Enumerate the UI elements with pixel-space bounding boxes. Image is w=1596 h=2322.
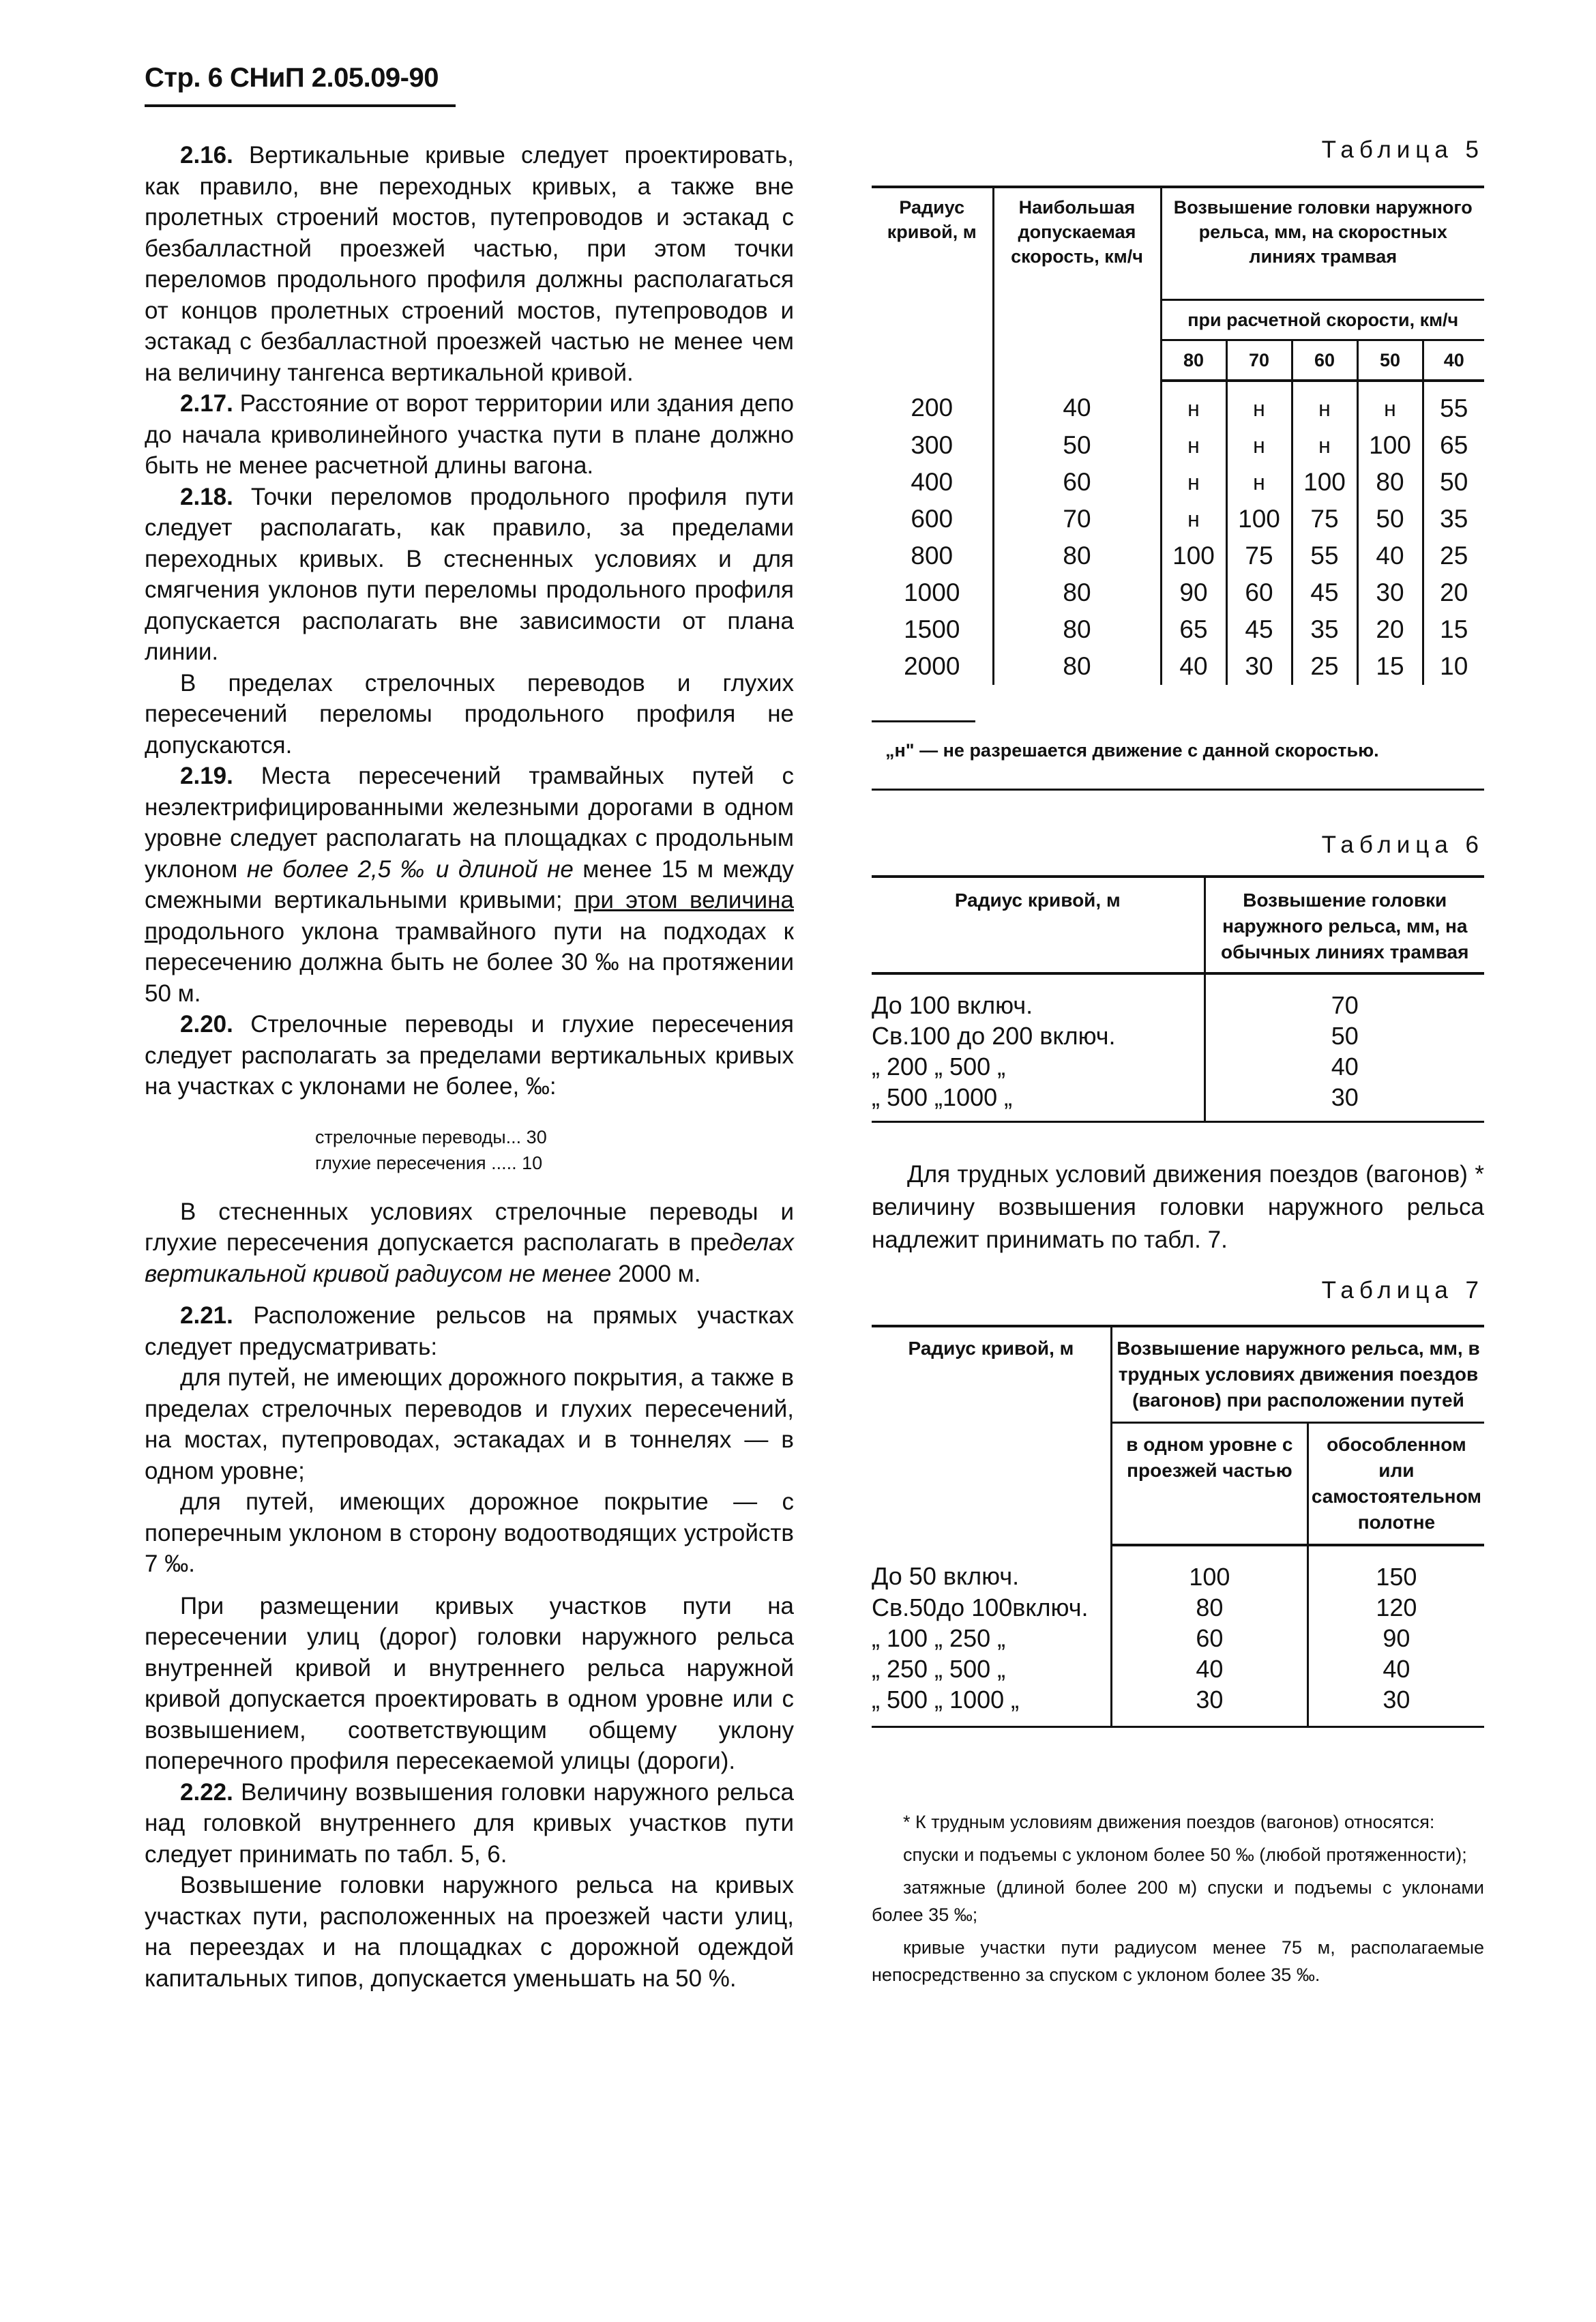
table-cell: 30 <box>1383 1686 1410 1714</box>
clause-number: 2.16. <box>180 142 233 168</box>
table-cell: До 100 включ. <box>872 973 1205 1020</box>
table-cell: н <box>1357 381 1423 427</box>
table5-header-calc-speed: при расчетной скорости, км/ч <box>1161 300 1484 340</box>
slope-values <box>315 1124 794 1176</box>
table-cell: 75 <box>1226 538 1292 574</box>
slope-switches: стрелочные переводы... 30 <box>315 1126 547 1147</box>
table-cell: 50 <box>1357 501 1423 538</box>
table-row <box>872 538 1484 574</box>
table-cell: 40 <box>1357 538 1423 574</box>
table-cell: 15 <box>1440 615 1468 643</box>
table-cell: н <box>1226 464 1292 501</box>
paragraph-2-20 <box>145 1009 794 1102</box>
table-cell: 100 <box>1111 1545 1307 1592</box>
table-cell: 35 <box>1440 505 1468 533</box>
table7-header-elevation: Возвышение наружного рельса, мм, в трудных условиях движения поездов (вагонов) при расположении путей <box>1111 1326 1484 1423</box>
table-cell: 25 <box>1440 542 1468 570</box>
clause-text: родольного уклона трамвайного пути на подходах к пересечению должна быть не более 30 ‰ на протяжении 50 м. <box>145 917 794 1007</box>
table-cell: 90 <box>1383 1624 1410 1652</box>
table6-bottom-rule <box>872 1121 1484 1123</box>
table-cell: 300 <box>872 427 993 464</box>
table-cell: 45 <box>1226 611 1292 648</box>
table-cell: 100 <box>1292 464 1357 501</box>
table-cell: 30 <box>1357 574 1423 611</box>
table6 <box>872 875 1484 1121</box>
table-cell: 35 <box>1292 611 1357 648</box>
table-cell: 40 <box>1331 1053 1359 1081</box>
table5 <box>872 186 1484 685</box>
table5-header-speed-value: 60 <box>1292 340 1357 381</box>
table5-header-speed: Наибольшая допускаемая скорость, км/ч <box>993 187 1161 381</box>
table-cell: 60 <box>993 464 1161 501</box>
table-cell: 70 <box>993 501 1161 538</box>
clause-text-italic: не более 2,5 ‰ и длиной не <box>246 855 574 883</box>
clause-text: В стесненных условиях стрелочные переводы и глухие пересечения допускается располагать в пре <box>145 1198 794 1256</box>
table-cell: 40 <box>993 381 1161 427</box>
clause-text: Вертикальные кривые следует проектировать, как правило, вне переходных кривых, а также вне пролетных строений мостов, путепроводов и эстакад с безбалластной проезжей частью, при этом точки переломов продольного профиля должны располагаться от концов пролетных строений мостов, путепроводов и эстакад с безбалластной проезжей частью не менее чем на величину тангенса вертикальной кривой. <box>145 142 794 386</box>
section-divider <box>872 789 1484 791</box>
footnote-rule <box>872 720 975 722</box>
footnote-star <box>872 1808 1484 1988</box>
table-cell: 20 <box>1440 578 1468 606</box>
table-cell: 50 <box>993 427 1161 464</box>
paragraph-2-18b: В пределах стрелочных переводов и глухих пересечений переломы продольного профиля не допускаются. <box>145 669 794 759</box>
clause-text: 2000 м. <box>611 1260 701 1287</box>
table-cell: 70 <box>1331 991 1359 1019</box>
table7-caption: Таблица 7 <box>1321 1277 1484 1304</box>
clause-text: Стрелочные переводы и глухие пересечения следует располагать за пределами вертикальных кривых на участках с уклонами не более, ‰: <box>145 1011 794 1100</box>
table-cell: 100 <box>1357 427 1423 464</box>
table-cell: 1000 <box>872 574 993 611</box>
table-cell: н <box>1292 427 1357 464</box>
table5-header-speed-value: 80 <box>1161 340 1226 381</box>
table5-header-speed-value: 70 <box>1226 340 1292 381</box>
table-cell: Св.100 до 200 включ. <box>872 1020 1205 1051</box>
clause-text-underlined: при этом величина п <box>145 887 794 945</box>
clause-text: менее 15 м между смежными вертикальными кривыми; <box>145 855 794 913</box>
table-row <box>872 574 1484 611</box>
table6-header-radius: Радиус кривой, м <box>872 877 1205 973</box>
clause-text: Места пересечений трамвайных путей с неэлектрифицированными железными дорогами в одном уровне следует располагать на площадках с продольным уклоном <box>145 763 794 883</box>
page-header: Стр. 6 СНиП 2.05.09-90 <box>145 63 456 107</box>
table-cell: 80 <box>1357 464 1423 501</box>
footnote-item: кривые участки пути радиусом менее 75 м, располагаемые непосредственно за спуском с уклоном более 35 ‰. <box>872 1937 1484 1985</box>
table-cell: 200 <box>872 381 993 427</box>
table6-caption: Таблица 6 <box>1321 832 1484 858</box>
table7-header-radius: Радиус кривой, м <box>872 1326 1111 1545</box>
table7-header-separate: обособленном или самостоятельном полотне <box>1307 1423 1484 1546</box>
table7-header-same-level: в одном уровне с проезжей частью <box>1111 1423 1307 1546</box>
paragraph-2-22 <box>145 1777 794 1870</box>
paragraph-2-18 <box>145 482 794 668</box>
table-cell: н <box>1226 427 1292 464</box>
table-cell: 80 <box>993 611 1161 648</box>
clause-number: 2.20. <box>180 1011 233 1038</box>
table5-header-speed-value: 40 <box>1423 340 1484 381</box>
table-row <box>872 1623 1484 1654</box>
table-cell: 150 <box>1376 1563 1417 1591</box>
table-row <box>872 1051 1484 1082</box>
left-column <box>145 140 794 1994</box>
paragraph-2-21c: При размещении кривых участков пути на пересечении улиц (дорог) головки наружного рельса внутренней кривой и внутреннего рельса наружной кривой допускается проектировать в одном уровне или с возвышением, соответствующим общему уклону поперечного профиля пересекаемой улицы (дороги). <box>145 1592 794 1774</box>
footnote-item: спуски и подъемы с уклоном более 50 ‰ (любой протяженности); <box>903 1845 1467 1865</box>
table7-bottom-rule <box>872 1726 1484 1728</box>
paragraph-2-21b: для путей, имеющих дорожное покрытие — с поперечным уклоном в сторону водоотводящих устройств 7 ‰. <box>145 1488 794 1577</box>
table-cell: н <box>1161 501 1226 538</box>
table-cell: 100 <box>1226 501 1292 538</box>
paragraph-2-22b: Возвышение головки наружного рельса на кривых участках пути, расположенных на проезжей части улиц, на переездах и на площадках с дорожной одеждой капитальных типов, допускается уменьшать на 50 %. <box>145 1872 794 1992</box>
clause-number: 2.19. <box>180 763 233 789</box>
table-cell: н <box>1161 381 1226 427</box>
table-cell: н <box>1161 427 1226 464</box>
table5-footnote: „н" — не разрешается движение с данной скоростью. <box>885 740 1379 761</box>
table-cell: 80 <box>1111 1592 1307 1623</box>
clause-number: 2.17. <box>180 390 233 417</box>
note-text: Для трудных условий движения поездов (вагонов) * величину возвышения головки наружного рельса надлежит принимать по табл. 7. <box>872 1161 1484 1253</box>
clause-text-italic: делах вертикальной кривой радиусом не менее <box>145 1229 794 1287</box>
table-cell: н <box>1161 464 1226 501</box>
clause-text: Точки переломов продольного профиля пути следует располагать, как правило, за пределами переходных кривых. В стесненных условиях и для смягчения уклонов пути переломы продольного профиля допускается располагать вне зависимости от плана линии. <box>145 483 794 665</box>
table-cell: н <box>1226 381 1292 427</box>
table-cell: „ 500 „ 1000 „ <box>872 1684 1111 1726</box>
table-cell: 90 <box>1161 574 1226 611</box>
table-cell: 60 <box>1111 1623 1307 1654</box>
table-cell: 55 <box>1292 538 1357 574</box>
table-cell: 45 <box>1292 574 1357 611</box>
table-row <box>872 648 1484 685</box>
table5-caption: Таблица 5 <box>1321 136 1484 163</box>
paragraph-2-17 <box>145 388 794 482</box>
clause-number: 2.21. <box>180 1302 233 1329</box>
clause-text: Расположение рельсов на прямых участках следует предусматривать: <box>145 1302 794 1360</box>
note-paragraph <box>872 1158 1484 1256</box>
slope-crossings: глухие пересечения ..... 10 <box>315 1152 543 1173</box>
table-cell: 80 <box>993 574 1161 611</box>
table-cell: 75 <box>1292 501 1357 538</box>
table-cell: 1500 <box>872 611 993 648</box>
table-cell: 65 <box>1161 611 1226 648</box>
table-cell: 800 <box>872 538 993 574</box>
table-row <box>872 1082 1484 1121</box>
table-cell: 30 <box>1226 648 1292 685</box>
table5-header-elevation: Возвышение головки наружного рельса, мм, на скоростных линиях трамвая <box>1173 197 1473 267</box>
table-row <box>872 1654 1484 1684</box>
footnote-intro: * К трудным условиям движения поездов (вагонов) относятся: <box>903 1812 1435 1832</box>
paragraph-2-20b <box>145 1196 794 1290</box>
paragraph-2-16 <box>145 140 794 388</box>
table-cell: 30 <box>1111 1684 1307 1726</box>
table-row <box>872 1592 1484 1623</box>
table-cell: 80 <box>993 648 1161 685</box>
right-column <box>872 136 1484 1994</box>
table-row <box>872 464 1484 501</box>
footnote-item: затяжные (длиной более 200 м) спуски и подъемы с уклонами более 35 ‰; <box>872 1877 1484 1925</box>
table-row <box>872 381 1484 427</box>
table-row <box>872 1545 1484 1592</box>
table7 <box>872 1325 1484 1726</box>
table-row <box>872 611 1484 648</box>
clause-number: 2.22. <box>180 1778 233 1806</box>
table-cell: 55 <box>1440 394 1468 422</box>
table-cell: „ 250 „ 500 „ <box>872 1654 1111 1684</box>
table-cell: 25 <box>1292 648 1357 685</box>
table-cell: Св.50до 100включ. <box>872 1592 1111 1623</box>
table-row <box>872 1020 1484 1051</box>
table-cell: До 50 включ. <box>872 1545 1111 1592</box>
paragraph-2-21 <box>145 1300 794 1362</box>
table-cell: 50 <box>1440 468 1468 496</box>
table5-header-radius: Радиус кривой, м <box>872 187 993 381</box>
table-cell: 60 <box>1226 574 1292 611</box>
paragraph-2-19 <box>145 761 794 1009</box>
table-cell: 40 <box>1383 1655 1410 1683</box>
table-cell: 30 <box>1331 1083 1359 1111</box>
table-row <box>872 973 1484 1020</box>
paragraph-2-21a: для путей, не имеющих дорожного покрытия, а также в пределах стрелочных переводов и глухих пересечений, на мостах, путепроводах, эстакадах и в тоннелях — в одном уровне; <box>145 1364 794 1484</box>
table-cell: „ 200 „ 500 „ <box>872 1051 1205 1082</box>
table-cell: 100 <box>1161 538 1226 574</box>
table-cell: 20 <box>1357 611 1423 648</box>
table-cell: 120 <box>1376 1593 1417 1621</box>
table-cell: н <box>1292 381 1357 427</box>
table-cell: 80 <box>993 538 1161 574</box>
table-cell: 10 <box>1440 652 1468 680</box>
table-cell: 65 <box>1440 431 1468 459</box>
clause-number: 2.18. <box>180 483 233 510</box>
table-cell: 15 <box>1357 648 1423 685</box>
table-cell: 50 <box>1331 1022 1359 1050</box>
table-cell: 2000 <box>872 648 993 685</box>
table-cell: „ 500 „1000 „ <box>872 1082 1205 1121</box>
table-cell: 400 <box>872 464 993 501</box>
clause-text: Величину возвышения головки наружного рельса над головкой внутреннего для кривых участков пути следует принимать по табл. 5, 6. <box>145 1778 794 1868</box>
table6-header-elevation: Возвышение головки наружного рельса, мм, на обычных линиях трамвая <box>1205 877 1484 973</box>
table5-header-speed-value: 50 <box>1357 340 1423 381</box>
table-row <box>872 501 1484 538</box>
table-cell: „ 100 „ 250 „ <box>872 1623 1111 1654</box>
table-row <box>872 1684 1484 1726</box>
table-row <box>872 427 1484 464</box>
table-cell: 40 <box>1111 1654 1307 1684</box>
clause-text: Расстояние от ворот территории или здания депо до начала криволинейного участка пути в плане должно быть не менее расчетной длины вагона. <box>145 390 794 479</box>
table-cell: 40 <box>1161 648 1226 685</box>
table-cell: 600 <box>872 501 993 538</box>
